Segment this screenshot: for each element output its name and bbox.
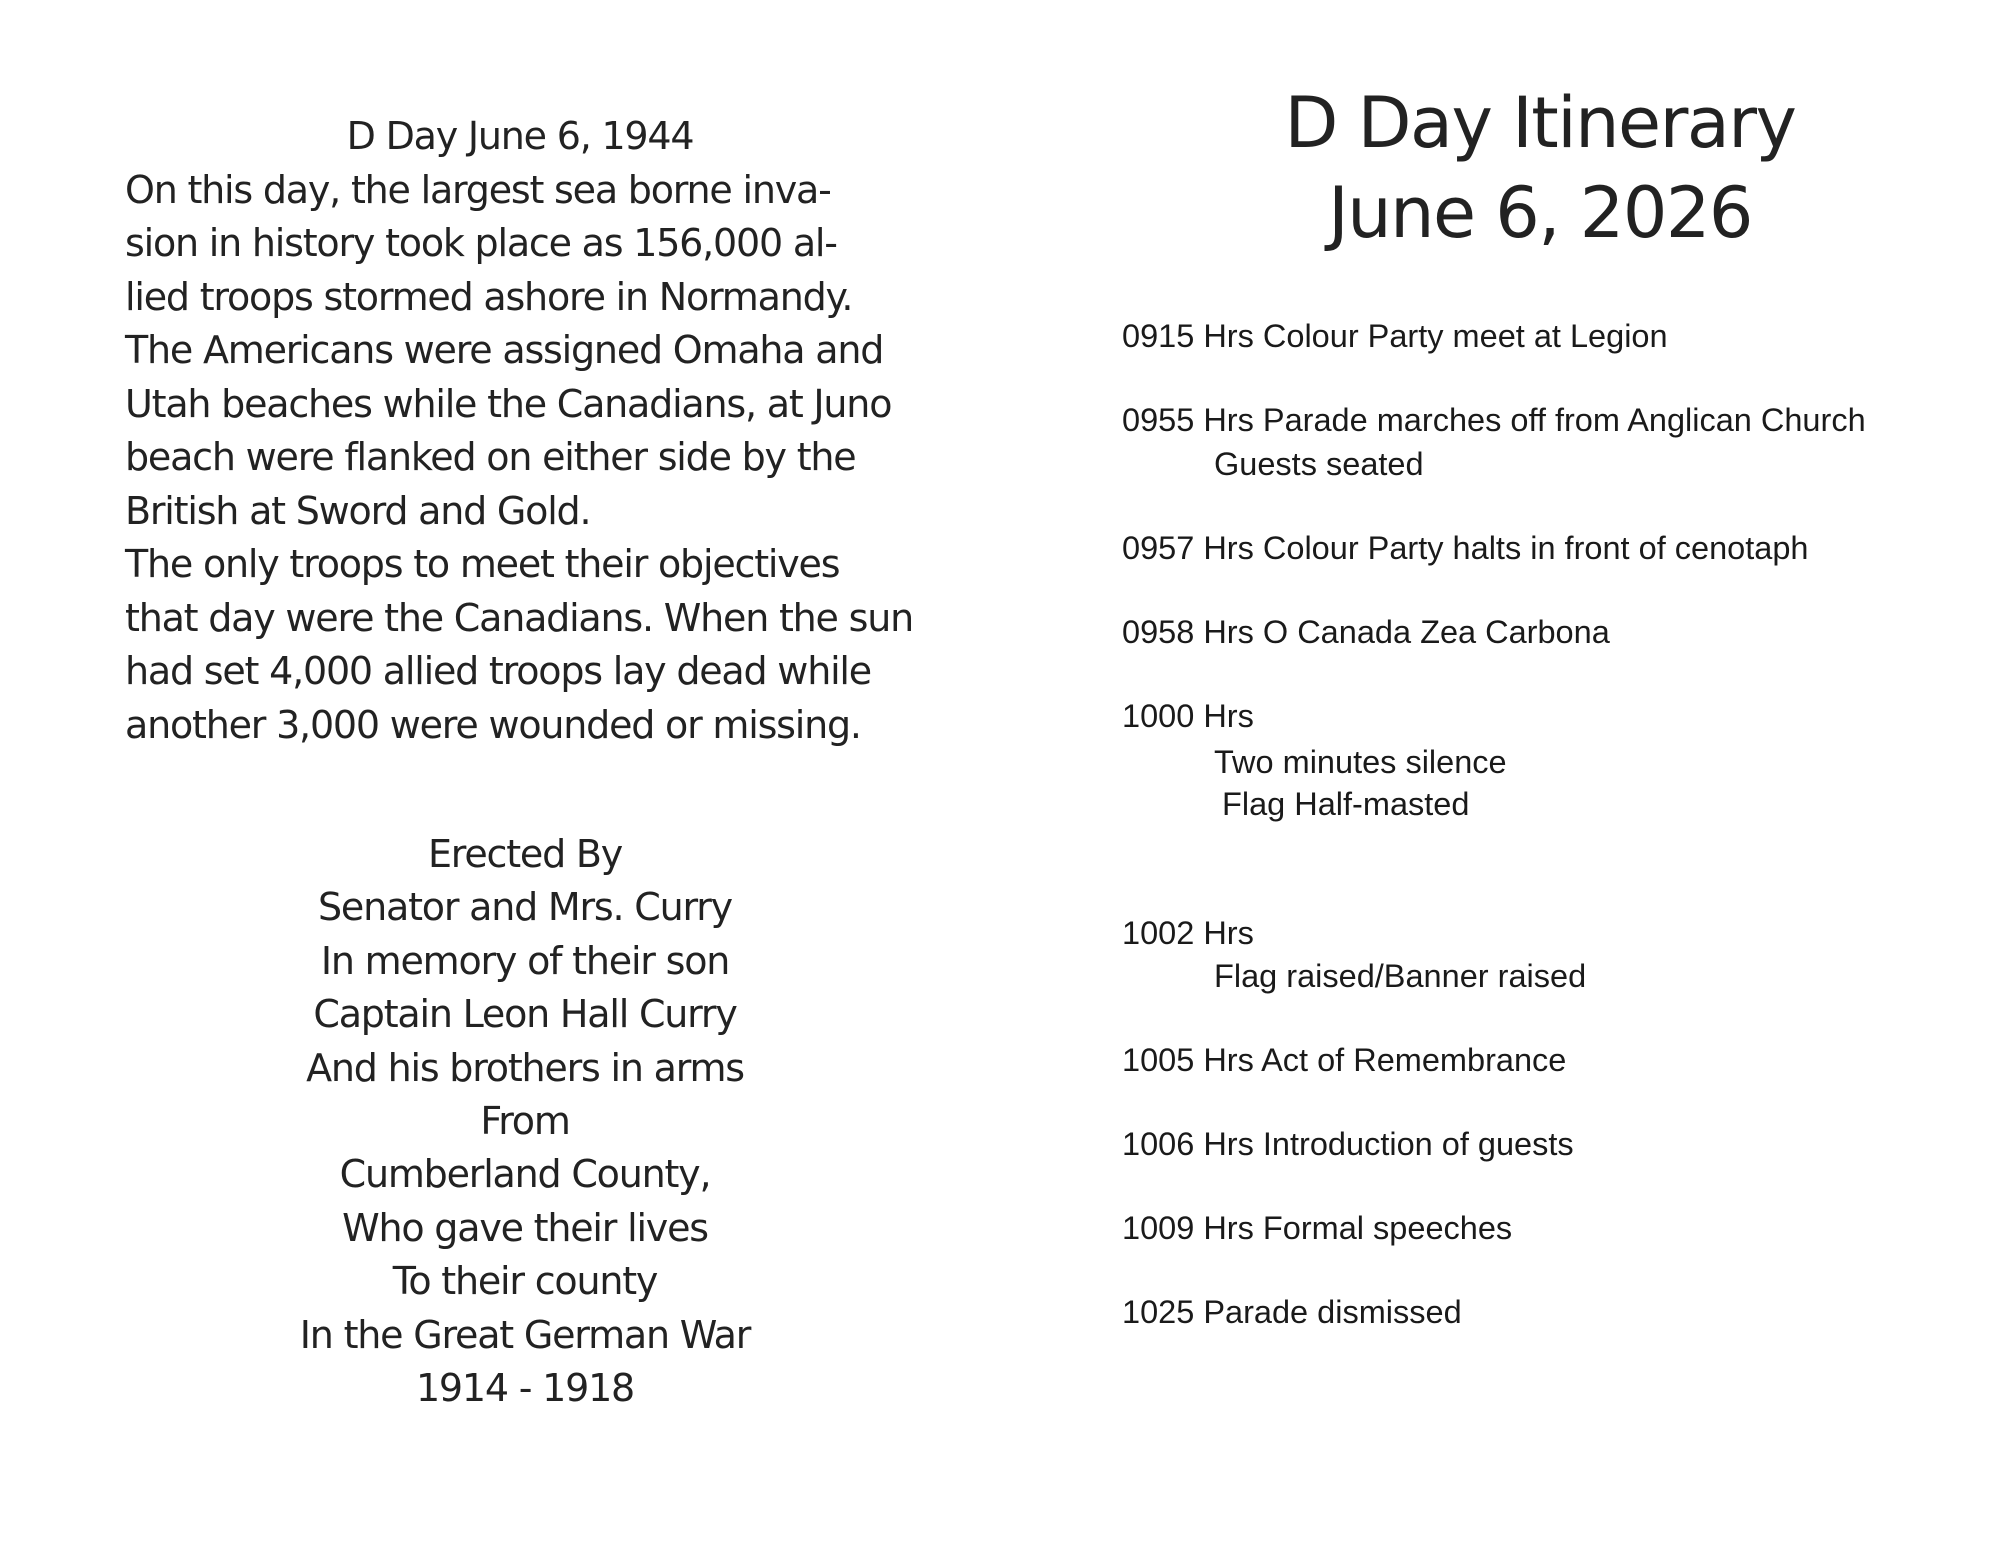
itinerary-entry: 1009 Hrs Formal speeches xyxy=(1122,1210,1513,1246)
dedication-line: To their county xyxy=(392,1259,658,1304)
dedication-line: Senator and Mrs. Curry xyxy=(318,885,732,930)
history-line: sion in history took place as 156,000 al- xyxy=(125,221,837,265)
history-line: Utah beaches while the Canadians, at Juno xyxy=(125,381,892,426)
dedication-section xyxy=(125,828,925,1415)
itinerary-sub-entry: Flag raised/Banner raised xyxy=(1214,958,1587,994)
dedication-line: Who gave their lives xyxy=(342,1205,708,1250)
history-section xyxy=(125,110,925,752)
history-line: On this day, the largest sea borne inva- xyxy=(125,167,831,212)
itinerary-entry: 0955 Hrs Parade marches off from Anglican Church xyxy=(1122,402,1866,438)
dedication-line: Cumberland County, xyxy=(339,1152,711,1197)
history-line: The only troops to meet their objectives xyxy=(125,542,840,586)
history-line: British at Sword and Gold. xyxy=(125,488,591,533)
dedication-line: Erected By xyxy=(427,832,623,876)
itinerary-title-line: D Day Itinerary xyxy=(1284,82,1796,164)
dedication-line: Captain Leon Hall Curry xyxy=(313,992,737,1037)
history-line: lied troops stormed ashore in Normandy. xyxy=(125,274,853,319)
itinerary-sub-entry: Two minutes silence xyxy=(1214,744,1507,780)
history-line: another 3,000 were wounded or missing. xyxy=(125,702,861,747)
itinerary-sub-entry: Guests seated xyxy=(1214,446,1424,482)
history-line: beach were flanked on either side by the xyxy=(125,435,856,479)
itinerary-entry: 1005 Hrs Act of Remembrance xyxy=(1122,1042,1567,1078)
itinerary-sub-entry: Flag Half-masted xyxy=(1222,786,1470,822)
itinerary-entry: 1000 Hrs xyxy=(1122,698,1254,734)
itinerary-entry: 0957 Hrs Colour Party halts in front of cenotaph xyxy=(1122,530,1809,566)
history-line: The Americans were assigned Omaha and xyxy=(125,328,884,372)
dedication-line: In the Great German War xyxy=(299,1312,751,1357)
itinerary-entry: 0958 Hrs O Canada Zea Carbona xyxy=(1122,614,1610,650)
dedication-line: In memory of their son xyxy=(320,938,730,983)
itinerary-date-line: June 6, 2026 xyxy=(1328,172,1752,254)
itinerary-entry: 1025 Parade dismissed xyxy=(1122,1294,1462,1330)
dedication-line: From xyxy=(480,1099,570,1144)
history-line: had set 4,000 allied troops lay dead while xyxy=(125,649,871,693)
itinerary-entry: 1002 Hrs xyxy=(1122,915,1254,951)
history-heading: D Day June 6, 1944 xyxy=(346,114,694,158)
dedication-line: 1914 - 1918 xyxy=(415,1366,635,1411)
itinerary-entry: 0915 Hrs Colour Party meet at Legion xyxy=(1122,318,1668,354)
dedication-line: And his brothers in arms xyxy=(306,1045,744,1090)
history-line: that day were the Canadians. When the sun xyxy=(125,595,913,640)
itinerary-list xyxy=(1122,0,1982,1545)
itinerary-entry: 1006 Hrs Introduction of guests xyxy=(1122,1126,1574,1162)
